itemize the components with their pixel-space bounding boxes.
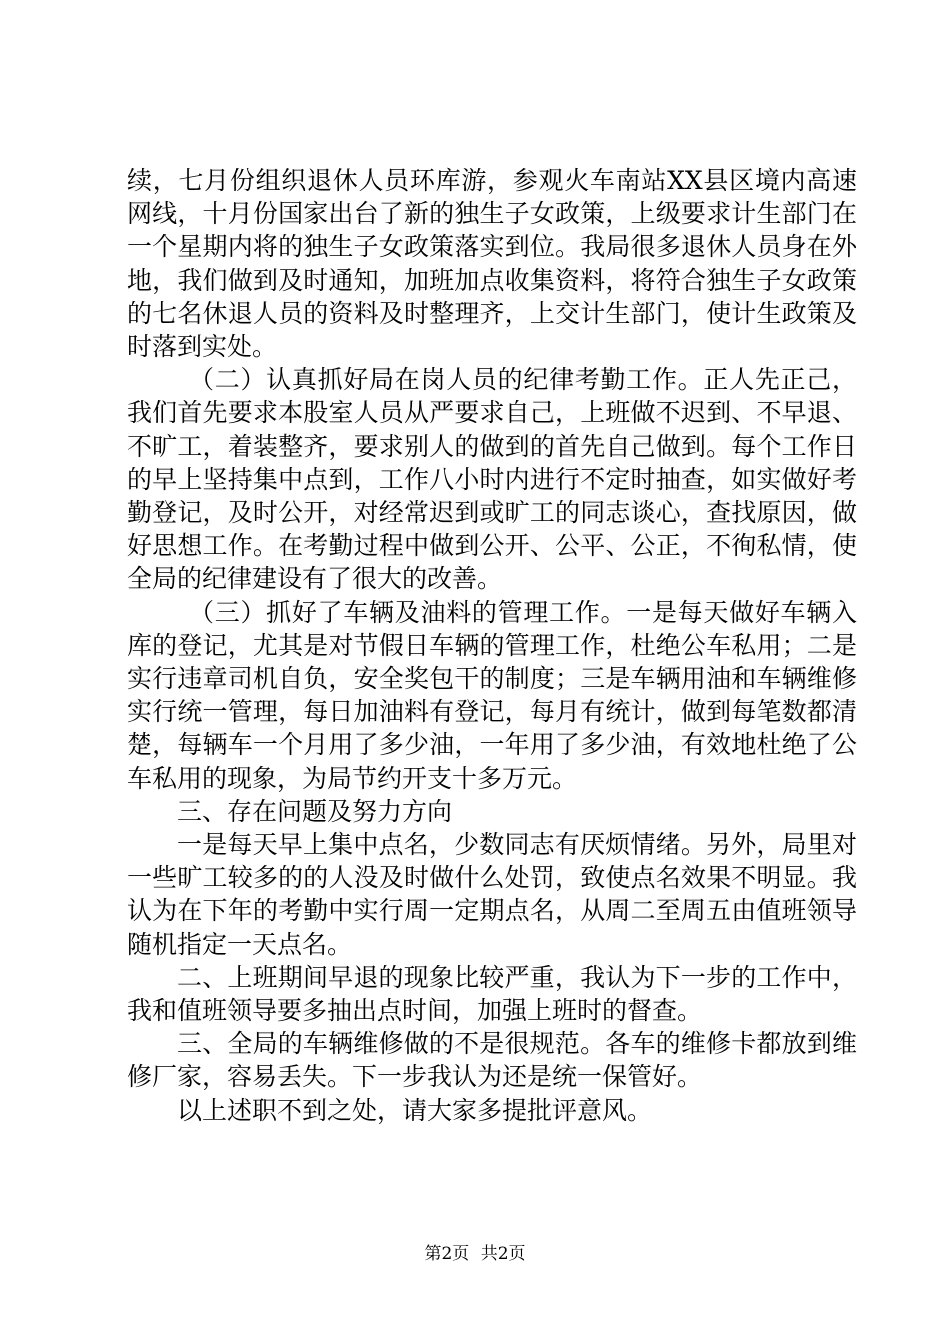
paragraph-problem-three: 三、全局的车辆维修做的不是很规范。各车的维修卡都放到维修厂家，容易丢失。下一步我认为还是统一保管好。 <box>127 1029 857 1092</box>
paragraph-attendance-discipline: （二）认真抓好局在岗人员的纪律考勤工作。正人先正己，我们首先要求本股室人员从严要求自己，上班做不迟到、不早退、不旷工，着装整齐，要求别人的做到的首先自己做到。每个工作日的早上坚持集中点到，工作八小时内进行不定时抽查，如实做好考勤登记，及时公开，对经常迟到或旷工的同志谈心，查找原因，做好思想工作。在考勤过程中做到公开、公平、公正，不徇私情，使全局的纪律建设有了很大的改善。 <box>127 365 857 594</box>
page-number-total: 共2页 <box>480 1244 526 1264</box>
paragraph-vehicle-management: （三）抓好了车辆及油料的管理工作。一是每天做好车辆入库的登记，尤其是对节假日车辆的管理工作，杜绝公车私用；二是实行违章司机自负，安全奖包干的制度；三是车辆用油和车辆维修实行统一管理，每日加油料有登记，每月有统计，做到每笔数都清楚，每辆车一个月用了多少油，一年用了多少油，有效地杜绝了公车私用的现象，为局节约开支十多万元。 <box>127 597 857 793</box>
page-footer <box>0 1244 950 1264</box>
paragraph-problem-two: 二、上班期间早退的现象比较严重，我认为下一步的工作中，我和值班领导要多抽出点时间，加强上班时的督查。 <box>127 962 857 1026</box>
page-number-current: 第2页 <box>424 1244 470 1264</box>
paragraph-problem-one: 一是每天早上集中点名，少数同志有厌烦情绪。另外，局里对一些旷工较多的的人没及时做什么处罚，致使点名效果不明显。我认为在下年的考勤中实行周一定期点名，从周二至周五由值班领导随机指定一天点名。 <box>127 830 857 959</box>
paragraph-closing: 以上述职不到之处，请大家多提批评意风。 <box>177 1095 653 1125</box>
paragraph-continuation: 续，七月份组织退休人员环库游，参观火车南站XX县区境内高速网线，十月份国家出台了新的独生子女政策，上级要求计生部门在一个星期内将的独生子女政策落实到位。我局很多退休人员身在外地，我们做到及时通知，加班加点收集资料，将符合独生子女政策的七名休退人员的资料及时整理齐，上交计生部门，使计生政策及时落到实处。 <box>127 166 857 362</box>
section-heading-problems: 三、存在问题及努力方向 <box>177 796 453 826</box>
document-body <box>127 164 857 1127</box>
